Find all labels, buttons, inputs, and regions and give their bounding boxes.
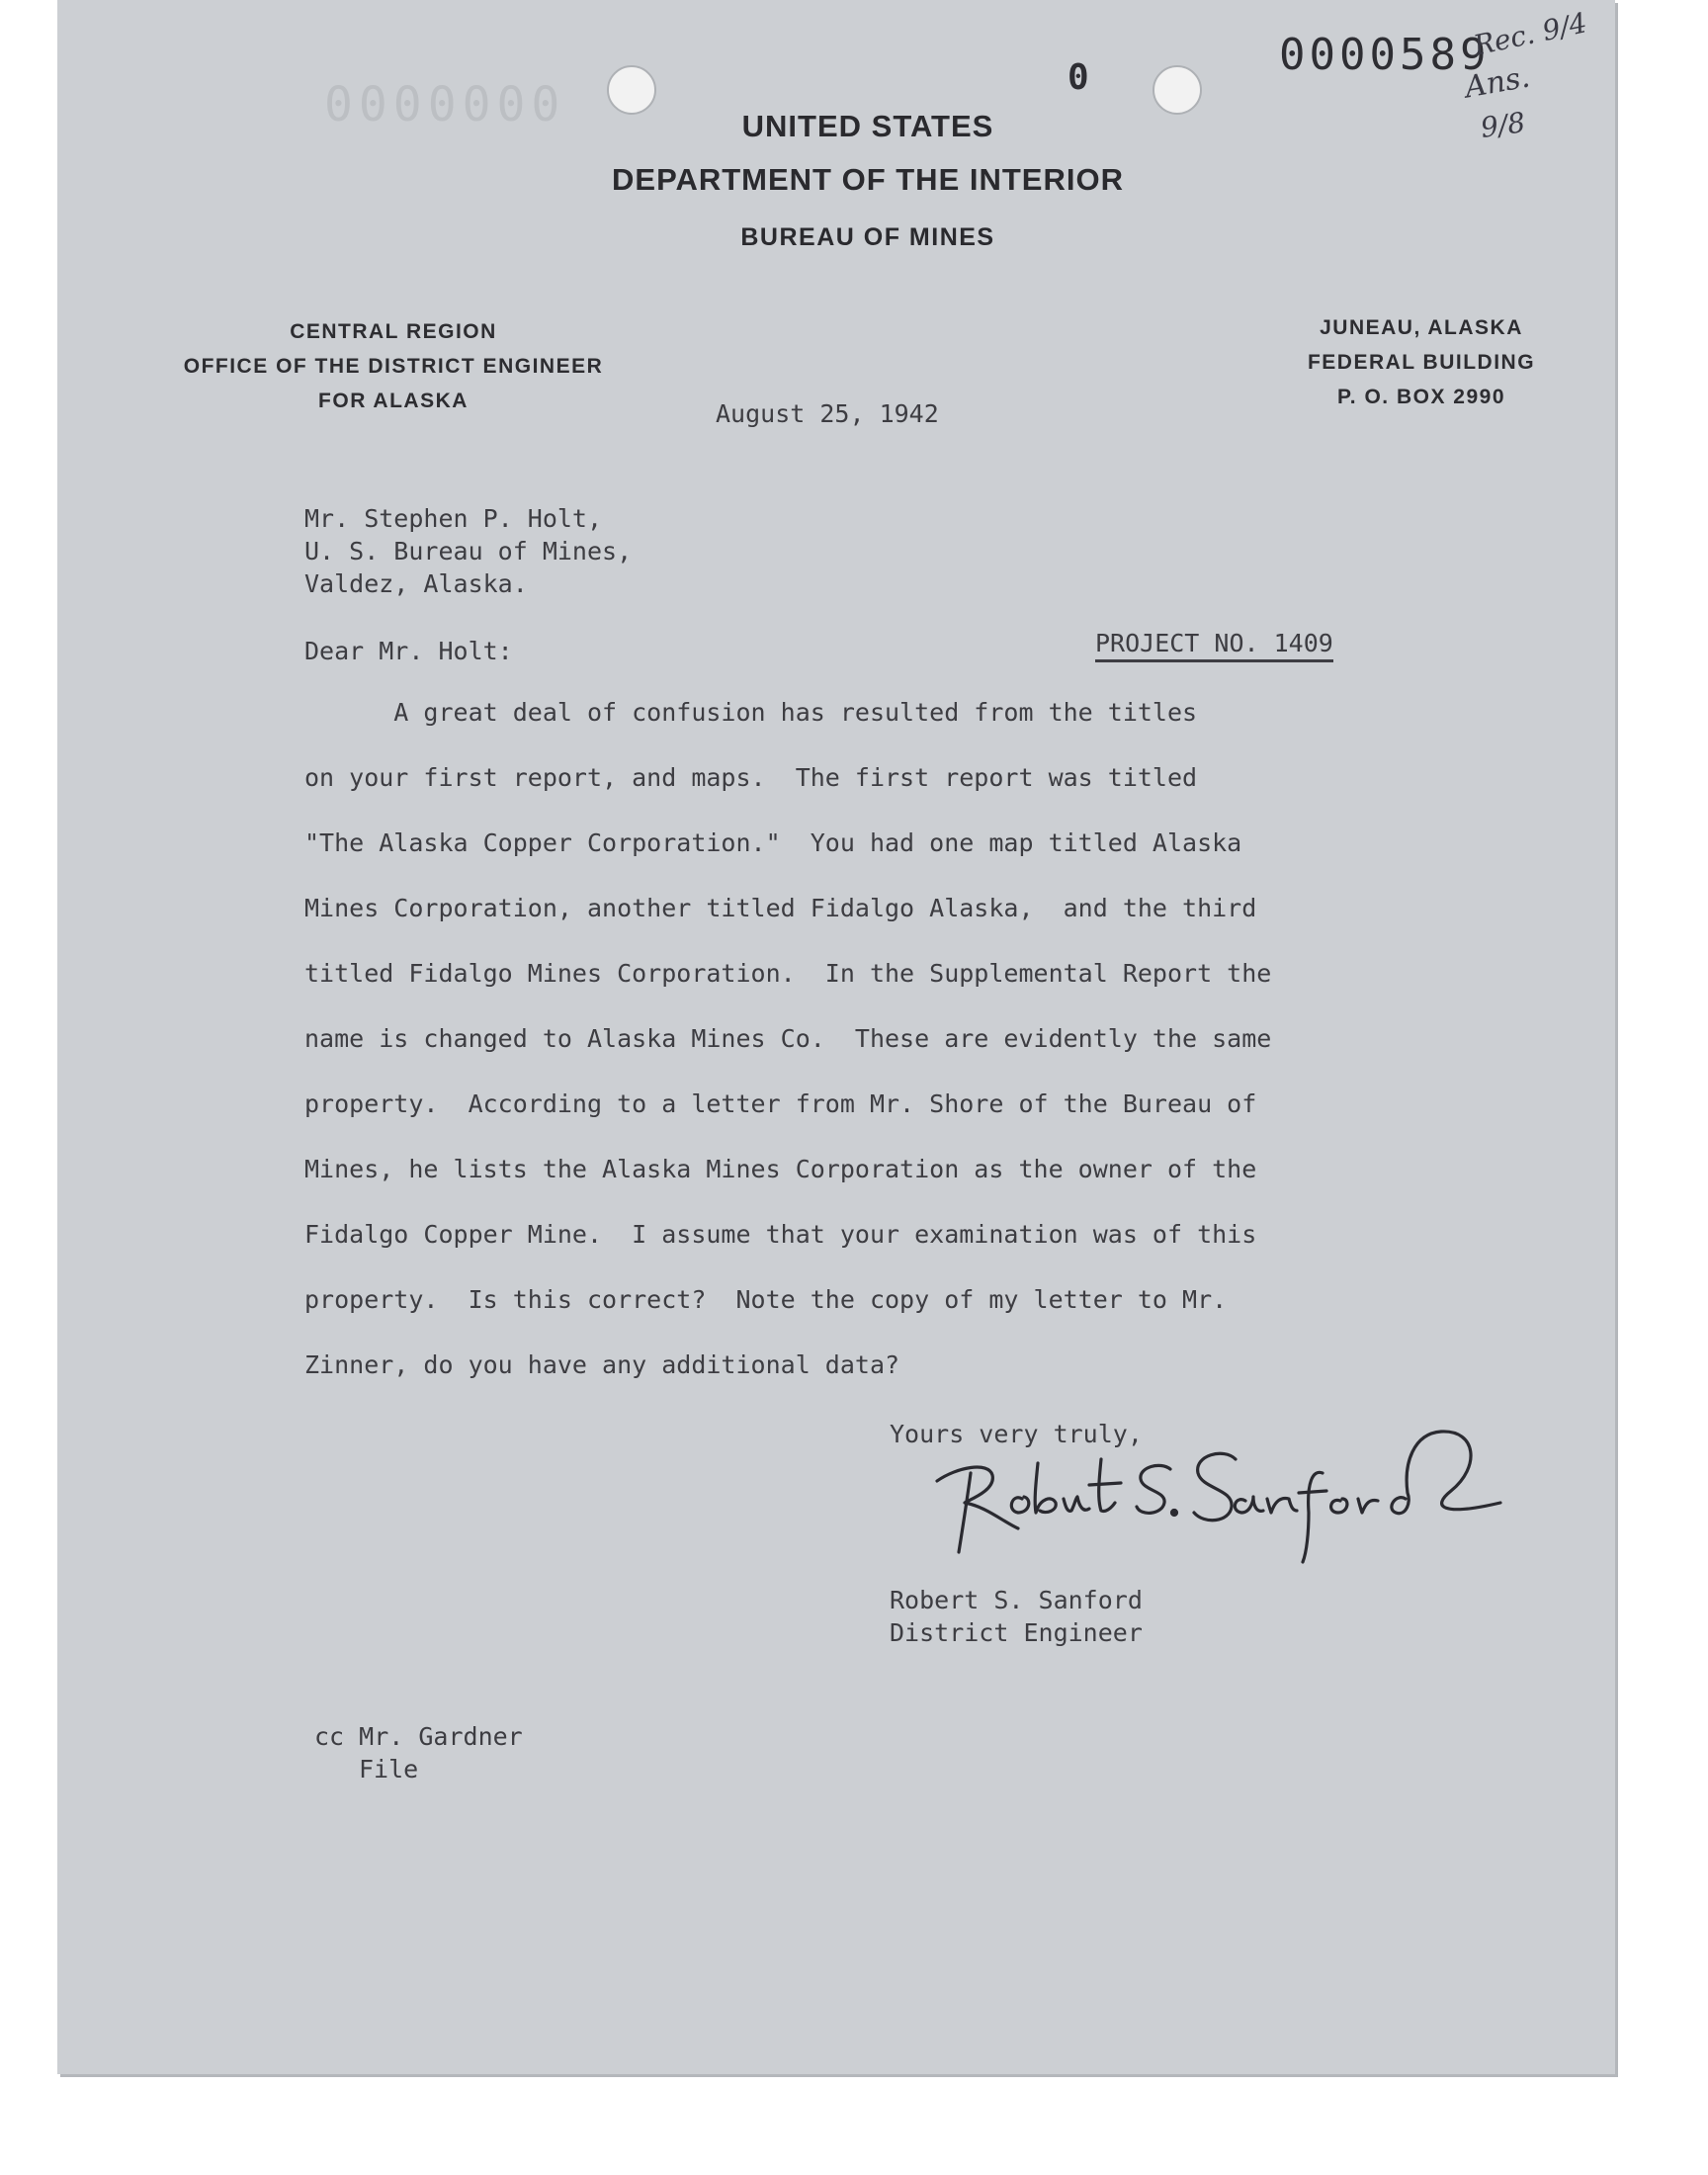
- body-line-9: Fidalgo Copper Mine. I assume that your examination was of this: [304, 1220, 1257, 1249]
- recipient-address: [304, 502, 632, 600]
- cc-block: [314, 1720, 523, 1785]
- letterhead-district-engineer: OFFICE OF THE DISTRICT ENGINEER: [183, 355, 604, 378]
- letterhead-united-states: UNITED STATES: [741, 109, 994, 143]
- body-line-7: property. According to a letter from Mr. Shore of the Bureau of: [304, 1089, 1257, 1118]
- document-number-stamp: 0000589: [1279, 30, 1491, 80]
- punch-hole-right: [1153, 65, 1202, 115]
- body-line-11: Zinner, do you have any additional data?: [304, 1350, 900, 1379]
- body-line-4: Mines Corporation, another titled Fidalgo Alaska, and the third: [304, 894, 1257, 922]
- body-line-5: titled Fidalgo Mines Corporation. In the Supplemental Report the: [304, 959, 1272, 988]
- letter-page: [57, 0, 1615, 2074]
- closing: Yours very truly,: [890, 1420, 1143, 1448]
- punch-hole-left: [607, 65, 656, 115]
- project-number: PROJECT NO. 1409: [1095, 629, 1333, 662]
- handwritten-note-line-2: Ans.: [1462, 59, 1533, 106]
- signer-title: District Engineer: [890, 1618, 1143, 1647]
- cc-line-2: File: [359, 1755, 419, 1784]
- signer-name: Robert S. Sanford: [890, 1586, 1143, 1614]
- handwritten-note-line-1: Rec. 9/4: [1470, 6, 1590, 62]
- cc-line-1: cc Mr. Gardner: [314, 1722, 523, 1751]
- letterhead-bureau: BUREAU OF MINES: [740, 223, 995, 251]
- letterhead-po-box: P. O. BOX 2990: [1336, 386, 1506, 408]
- letterhead-juneau: JUNEAU, ALASKA: [1320, 316, 1523, 339]
- body-line-3: "The Alaska Copper Corporation." You had one map titled Alaska: [304, 828, 1242, 857]
- recipient-organization: U. S. Bureau of Mines,: [304, 537, 633, 566]
- handwritten-note-line-3: 9/8: [1478, 106, 1528, 144]
- top-center-mark: 0: [1068, 57, 1093, 98]
- body-line-6: name is changed to Alaska Mines Co. These are evidently the same: [304, 1024, 1272, 1053]
- faint-stamp-number: 0000000: [324, 77, 566, 132]
- letterhead-right-block: [1273, 310, 1570, 414]
- body-line-1: A great deal of confusion has resulted from the titles: [304, 698, 1198, 727]
- letter-date: August 25, 1942: [716, 399, 939, 428]
- body-line-2: on your first report, and maps. The first report was titled: [304, 763, 1198, 792]
- signer-block: [890, 1584, 1143, 1649]
- handwritten-signature: [927, 1404, 1520, 1572]
- letterhead-for-alaska: FOR ALASKA: [318, 390, 469, 412]
- body-line-10: property. Is this correct? Note the copy of my letter to Mr.: [304, 1285, 1228, 1314]
- recipient-name: Mr. Stephen P. Holt,: [304, 504, 603, 533]
- letterhead-left-block: [107, 314, 680, 418]
- salutation: Dear Mr. Holt:: [304, 637, 513, 665]
- letterhead-federal-building: FEDERAL BUILDING: [1307, 351, 1536, 374]
- body-line-8: Mines, he lists the Alaska Mines Corporation as the owner of the: [304, 1155, 1257, 1183]
- recipient-location: Valdez, Alaska.: [304, 569, 528, 598]
- letterhead-department: DEPARTMENT OF THE INTERIOR: [612, 162, 1124, 197]
- letterhead-central-region: CENTRAL REGION: [290, 320, 497, 343]
